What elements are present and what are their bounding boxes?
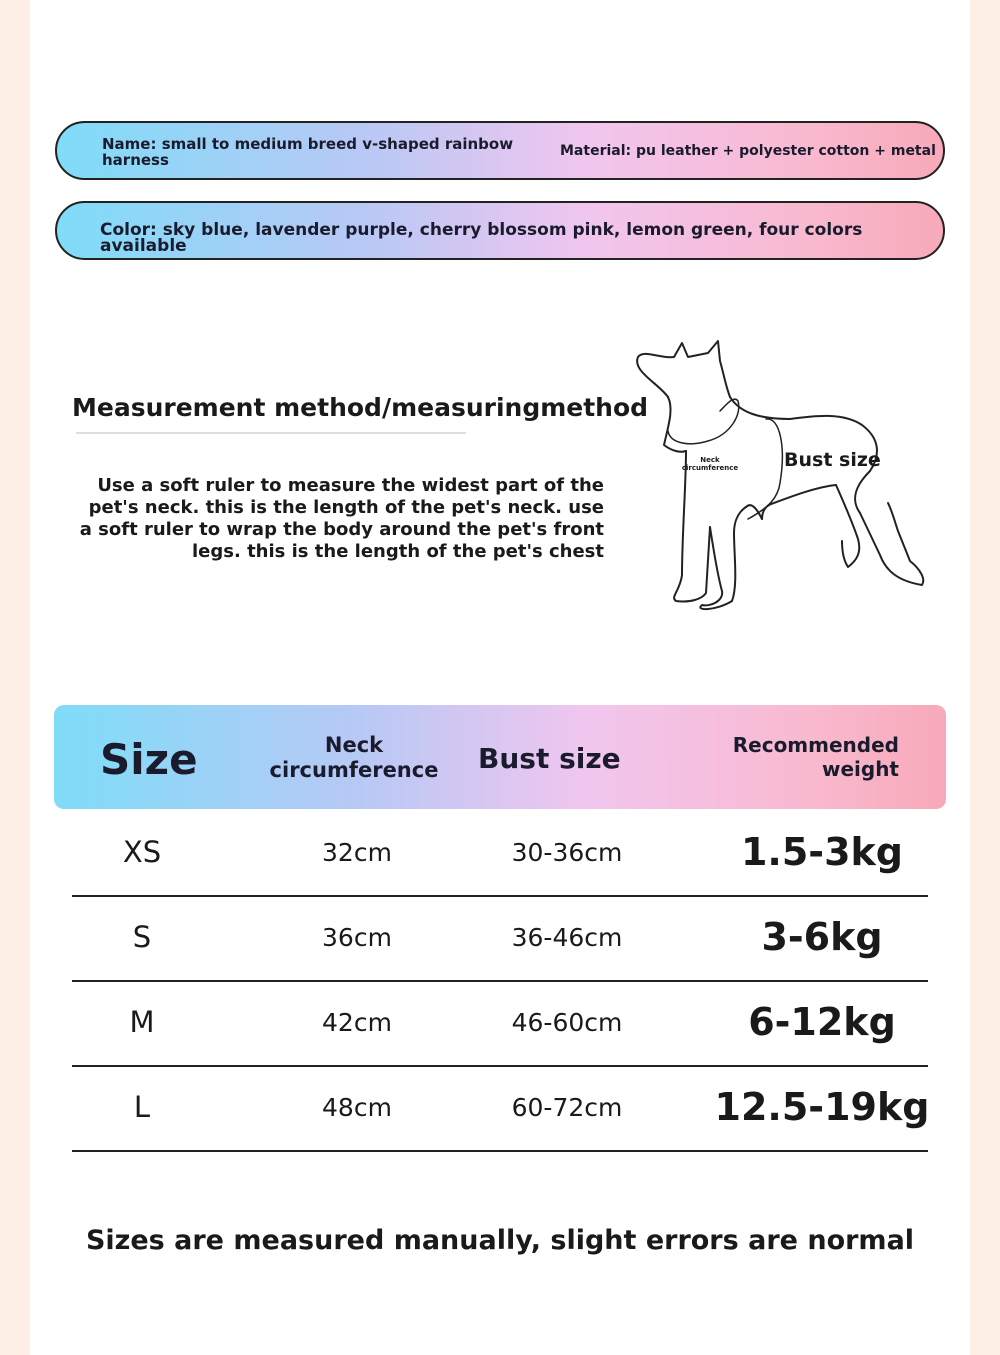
dog-outline-icon [630, 335, 930, 615]
table-row [72, 1065, 928, 1152]
bust-size-label: Bust size [784, 449, 881, 471]
cell-neck: 32cm [322, 838, 392, 867]
measurement-title: Measurement method/measuringmethod [72, 393, 649, 422]
product-colors: Color: sky blue, lavender purple, cherry blossom pink, lemon green, four colors available [100, 220, 863, 256]
cell-neck: 42cm [322, 1008, 392, 1037]
size-table-header [54, 705, 946, 809]
header-bust: Bust size [478, 742, 621, 775]
cell-bust: 60-72cm [511, 1093, 623, 1122]
cell-weight: 12.5-19kg [714, 1085, 930, 1129]
table-row [72, 895, 928, 982]
product-name: Name: small to medium breed v-shaped rainbow harness [102, 135, 514, 169]
product-material: Material: pu leather + polyester cotton + metal [560, 143, 936, 159]
header-size: Size [100, 735, 198, 784]
info-pill-color [55, 201, 945, 260]
table-row [72, 980, 928, 1067]
cell-bust: 36-46cm [511, 923, 623, 952]
cell-neck: 48cm [322, 1093, 392, 1122]
header-weight: Recommended weight [732, 733, 899, 781]
header-neck: Neck circumference [269, 733, 439, 782]
cell-size: S [132, 920, 152, 954]
cell-weight: 1.5-3kg [740, 830, 903, 874]
info-pill-name-material [55, 121, 945, 180]
cell-size: L [133, 1090, 151, 1124]
cell-weight: 6-12kg [748, 1000, 896, 1044]
cell-bust: 46-60cm [511, 1008, 623, 1037]
measurement-description: Use a soft ruler to measure the widest part of the pet's neck. this is the length of the pet's neck. use a soft ruler to wrap the body around the pet's front legs. this is the length of the pet's chest [79, 475, 604, 562]
cell-bust: 30-36cm [511, 838, 623, 867]
cell-size: M [129, 1005, 155, 1039]
cell-weight: 3-6kg [761, 915, 883, 959]
title-divider [76, 432, 466, 434]
footer-note: Sizes are measured manually, slight errors are normal [85, 1225, 915, 1256]
neck-circumference-label: Neck circumference [681, 456, 739, 472]
table-row [72, 810, 928, 897]
cell-neck: 36cm [322, 923, 392, 952]
cell-size: XS [122, 835, 162, 869]
